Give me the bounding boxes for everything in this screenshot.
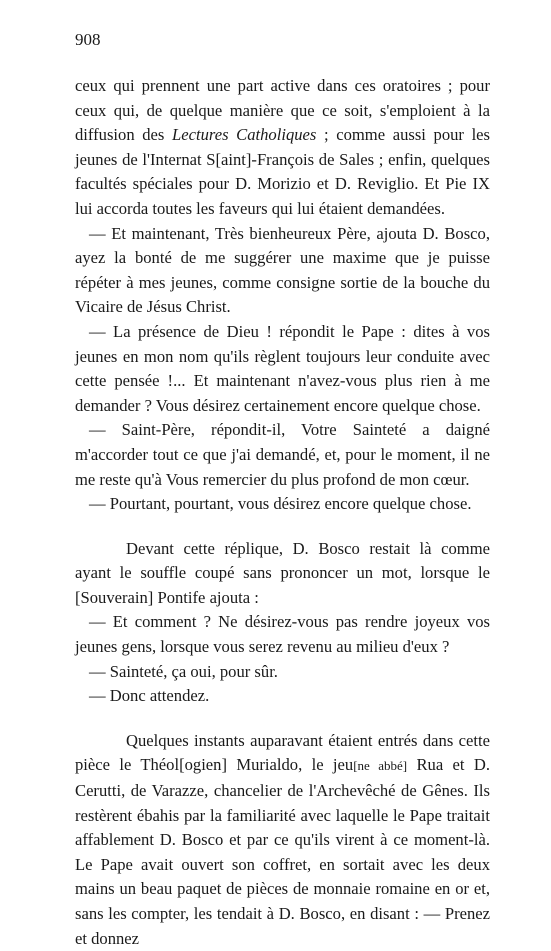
publication-title: Lectures Catholiques <box>172 125 317 145</box>
text-run: Devant cette réplique, D. Bosco restait là comme ayant le souffle coupé sans prononcer un mot, lorsque le [Souverain] Pontife ajouta : <box>75 538 490 607</box>
paragraph <box>75 74 490 222</box>
text-run: ceux qui prennent une part active dans ces oratoires ; pour ceux qui, de quelque manière que ce soit, s'emploient à la diffusion des <box>75 76 490 145</box>
text-run: — Pourtant, pourtant, vous désirez encore quelque chose. <box>89 494 472 514</box>
narrative-paragraph <box>75 537 490 611</box>
text-run: — Et maintenant, Très bienheureux Père, ajouta D. Bosco, ayez la bonté de me suggérer une maxime que je puisse répéter à mes jeunes, comme consigne sortie de la bouche du Vicaire de Jésus Christ. <box>75 223 490 317</box>
text-run: — Donc attendez. <box>89 686 210 706</box>
dialogue-paragraph <box>75 320 490 418</box>
dialogue-paragraph <box>75 610 490 659</box>
page-number: 908 <box>75 30 101 49</box>
editorial-insertion: [ne abbé] <box>353 758 408 774</box>
text-run: ; comme aussi pour les jeunes de l'Internat S[aint]-François de Sales ; enfin, quelques facultés spéciales pour D. Morizio et D. Reviglio. Et Pie IX lui accorda toutes les faveurs qui lui étaient demandées. <box>75 125 490 218</box>
body-text <box>75 74 490 951</box>
text-run: Rua et D. Cerutti, de Varazze, chancelier de l'Archevêché de Gênes. Ils restèrent ébahis par la familiarité avec laquelle le Pape traitait affablement D. Bosco et par ce qu'ils virent à ce moment-là. Le Pape avait ouvert son coffret, en sortait avec les deux mains un beau paquet de pièces de monnaie romaine en or et, sans les compter, les tendait à D. Bosco, en disant : — Prenez et donnez <box>75 755 490 948</box>
text-run: — Sainteté, ça oui, pour sûr. <box>89 661 278 681</box>
text-run: — La présence de Dieu ! répondit le Pape : dites à vos jeunes en mon nom qu'ils règlent toujours leur conduite avec cette pensée !... Et maintenant n'avez-vous plus rien à me demander ? Vous désirez certainement encore quelque chose. <box>75 321 490 415</box>
dialogue-paragraph <box>75 222 490 320</box>
dialogue-paragraph <box>75 684 490 709</box>
text-run: — Saint-Père, répondit-il, Votre Sainteté a daigné m'accorder tout ce que j'ai demandé, et, pour le moment, il ne me reste qu'à Vous remercier du plus profond de mon cœur. <box>75 420 490 489</box>
text-run: Quelques instants auparavant étaient entrés dans cette pièce le Théol[ogien] Murialdo, le jeu <box>75 730 490 775</box>
narrative-paragraph <box>75 729 490 951</box>
dialogue-paragraph <box>75 660 490 685</box>
dialogue-paragraph <box>75 492 490 517</box>
text-run: — Et comment ? Ne désirez-vous pas rendre joyeux vos jeunes gens, lorsque vous serez revenu au milieu d'eux ? <box>75 612 490 657</box>
dialogue-paragraph <box>75 418 490 492</box>
